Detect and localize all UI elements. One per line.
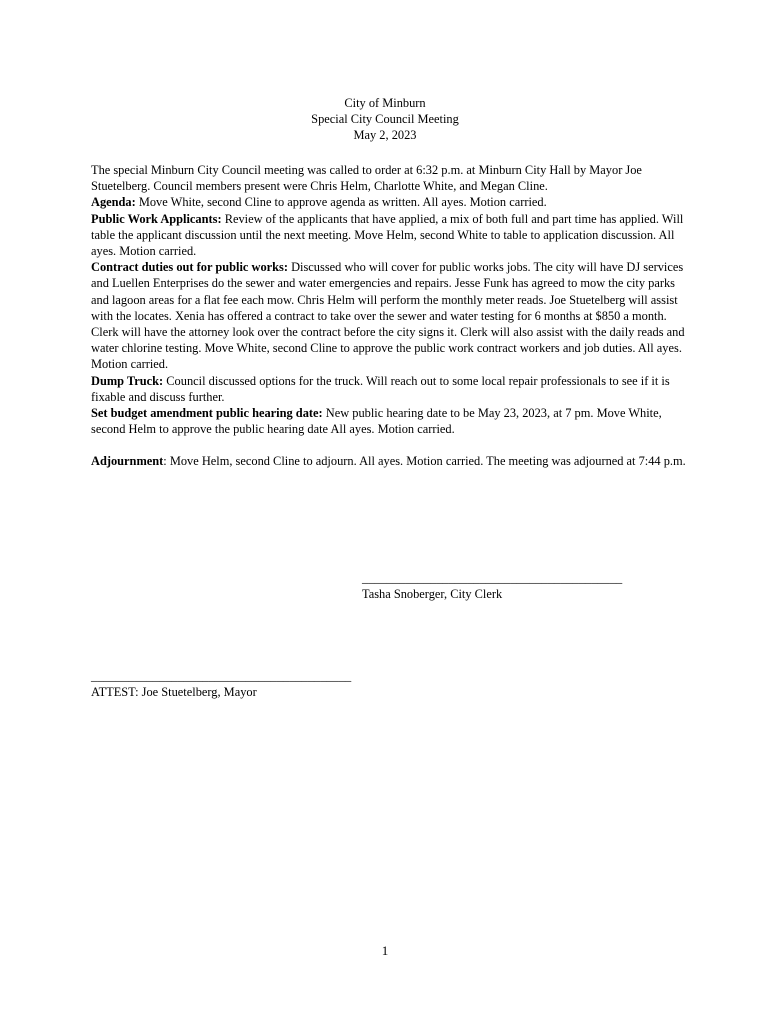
contract-duties-item	[91, 259, 691, 372]
public-work-applicants-item	[91, 211, 691, 260]
minutes-body	[91, 162, 691, 470]
adjournment-heading: Adjournment	[91, 454, 164, 469]
mayor-signature-block	[91, 668, 411, 700]
clerk-signature-line: __________________________________________	[362, 571, 623, 585]
budget-hearing-heading: Set budget amendment public hearing date:	[91, 406, 323, 421]
page-number: 1	[381, 943, 389, 958]
public-work-applicants-heading: Public Work Applicants:	[91, 211, 222, 226]
adjournment-item	[91, 453, 711, 469]
city-name: City of Minburn	[344, 96, 426, 110]
document-header	[0, 95, 770, 144]
dump-truck-text: Council discussed options for the truck. Will reach out to some local repair professionals to see if it is fixable and discuss further.	[91, 373, 670, 404]
intro-paragraph: The special Minburn City Council meeting was called to order at 6:32 p.m. at Minburn City Hall by Mayor Joe Stuetelberg. Council members present were Chris Helm, Charlotte White, and Megan Cline.	[91, 163, 642, 194]
clerk-signature-block	[362, 570, 662, 602]
budget-hearing-text: New public hearing date to be May 23, 2023, at 7 pm. Move White, second Helm to approve the public hearing date All ayes. Motion carried.	[91, 406, 662, 437]
agenda-item	[91, 194, 691, 210]
budget-hearing-item	[91, 405, 691, 437]
adjournment-text: : Move Helm, second Cline to adjourn. All ayes. Motion carried. The meeting was adjourned at 7:44 p.m.	[163, 454, 686, 469]
public-work-applicants-text: Review of the applicants that have applied, a mix of both full and part time has applied. Will table the applicant discussion until the next meeting. Move Helm, second White to table to application discussion. All ayes. Motion carried.	[91, 211, 684, 259]
mayor-name: ATTEST: Joe Stuetelberg, Mayor	[91, 685, 257, 699]
contract-duties-heading: Contract duties out for public works:	[91, 260, 288, 275]
mayor-signature-line: __________________________________________	[91, 669, 352, 683]
clerk-name: Tasha Snoberger, City Clerk	[362, 587, 503, 601]
dump-truck-item	[91, 373, 691, 405]
agenda-heading: Agenda:	[91, 195, 136, 210]
dump-truck-heading: Dump Truck:	[91, 373, 164, 388]
paragraph-gap	[91, 437, 691, 453]
meeting-title: Special City Council Meeting	[311, 112, 459, 127]
contract-duties-text: Discussed who will cover for public works jobs. The city will have DJ services and Luellen Enterprises do the sewer and water emergencies and repairs. Jesse Funk has agreed to mow the city parks and lagoon areas for a flat fee each mow. Chris Helm will perform the monthly meter reads. Joe Stuetelberg will assist with the locates. Xenia has offered a contract to take over the sewer and water testing for 6 months at $850 a month. Clerk will have the attorney look over the contract before the city signs it. Clerk will also assist with the daily reads and water chlorine testing. Move White, second Cline to approve the public work contract workers and job duties. All ayes. Motion carried.	[91, 260, 685, 372]
agenda-text: Move White, second Cline to approve agenda as written. All ayes. Motion carried.	[135, 195, 547, 210]
meeting-date: May 2, 2023	[353, 128, 417, 143]
